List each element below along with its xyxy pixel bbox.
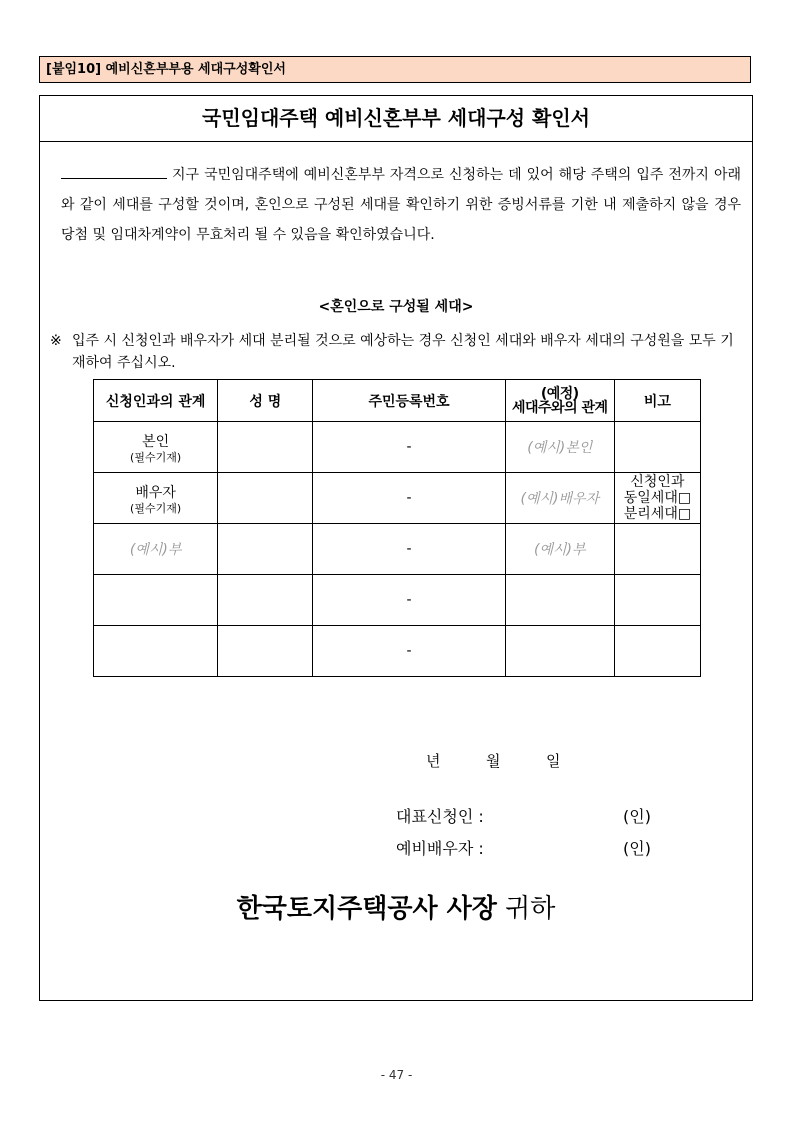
form-title: 국민임대주택 예비신혼부부 세대구성 확인서 [40,96,752,142]
cell-relation[interactable]: (예시)부 [94,524,218,575]
note-text: 입주 시 신청인과 배우자가 세대 분리될 것으로 예상하는 경우 신청인 세대와 배우자 세대의 구성원을 모두 기재하여 주십시오. [72,333,734,371]
cell-name[interactable] [218,473,313,524]
household-table [93,379,701,677]
cell-relation[interactable] [94,575,218,626]
intro-text: 지구 국민임대주택에 예비신혼부부 자격으로 신청하는 데 있어 해당 주택의 입주 전까지 아래와 같이 세대를 구성할 것이며, 혼인으로 구성된 세대를 확인하기 위한 증빙서류를 기한 내 제출하지 않을 경우 당첨 및 임대차계약이 무효처리 될 수 있음을 확인하였습니다. [61,167,741,243]
date-year[interactable]: 년 [426,752,441,770]
cell-head-relation[interactable] [505,575,614,626]
cell-resident-no[interactable]: - [313,422,505,473]
date-line [426,750,561,771]
table-row [94,524,701,575]
applicant-seal[interactable]: (인) [623,807,651,826]
cell-resident-no[interactable]: - [313,575,505,626]
intro-paragraph [61,160,741,250]
district-blank[interactable] [61,162,167,179]
header-head-relation-label: 세대주와의 관계 [511,399,608,416]
cell-remark[interactable] [614,626,700,677]
date-month[interactable]: 월 [486,752,501,770]
cell-head-relation[interactable]: (예시)본인 [505,422,614,473]
table-header-row [94,380,701,422]
addressee [40,888,752,925]
cell-name[interactable] [218,422,313,473]
cell-head-relation[interactable] [505,626,614,677]
cell-remark[interactable] [614,473,700,524]
cell-remark[interactable] [614,524,700,575]
remark-line: 신청인과 [630,474,685,490]
date-day[interactable]: 일 [546,752,561,770]
header-remark: 비고 [614,380,700,422]
cell-head-relation[interactable]: (예시)부 [505,524,614,575]
relation-text: 본인 [142,433,170,450]
cell-name[interactable] [218,626,313,677]
cell-relation [94,422,218,473]
cell-relation [94,473,218,524]
required-note: (필수기재) [130,501,182,515]
header-head-relation [505,380,614,422]
spouse-seal[interactable]: (인) [623,839,651,858]
note-mark: ※ [50,333,62,349]
cell-name[interactable] [218,575,313,626]
cell-remark[interactable] [614,422,700,473]
cell-remark[interactable] [614,575,700,626]
page-number: - 47 - [380,1068,413,1082]
relation-text: 배우자 [135,484,176,501]
header-name: 성 명 [218,380,313,422]
same-household-checkbox[interactable]: 동일세대□ [623,490,692,506]
applicant-label: 대표신청인 : [396,807,484,826]
separate-household-checkbox[interactable]: 분리세대□ [623,506,692,522]
section-title: <혼인으로 구성될 세대> [318,299,474,315]
cell-head-relation[interactable]: (예시)배우자 [505,473,614,524]
cell-name[interactable] [218,524,313,575]
form-frame [39,95,753,1001]
table-row [94,422,701,473]
cell-resident-no[interactable]: - [313,626,505,677]
cell-relation[interactable] [94,626,218,677]
required-note: (필수기재) [130,450,182,464]
cell-resident-no[interactable]: - [313,524,505,575]
table-row [94,473,701,524]
cell-resident-no[interactable]: - [313,473,505,524]
note [50,330,740,374]
attachment-header: [붙임10] 예비신혼부부용 세대구성확인서 [39,56,751,83]
spouse-label: 예비배우자 : [396,839,484,858]
header-relation: 신청인과의 관계 [94,380,218,422]
header-resident-no: 주민등록번호 [313,380,505,422]
addressee-honorific: 귀하 [505,894,556,924]
table-row [94,626,701,677]
table-row [94,575,701,626]
header-planned: (예정) [540,385,579,402]
addressee-name: 한국토지주택공사 사장 [236,894,497,924]
